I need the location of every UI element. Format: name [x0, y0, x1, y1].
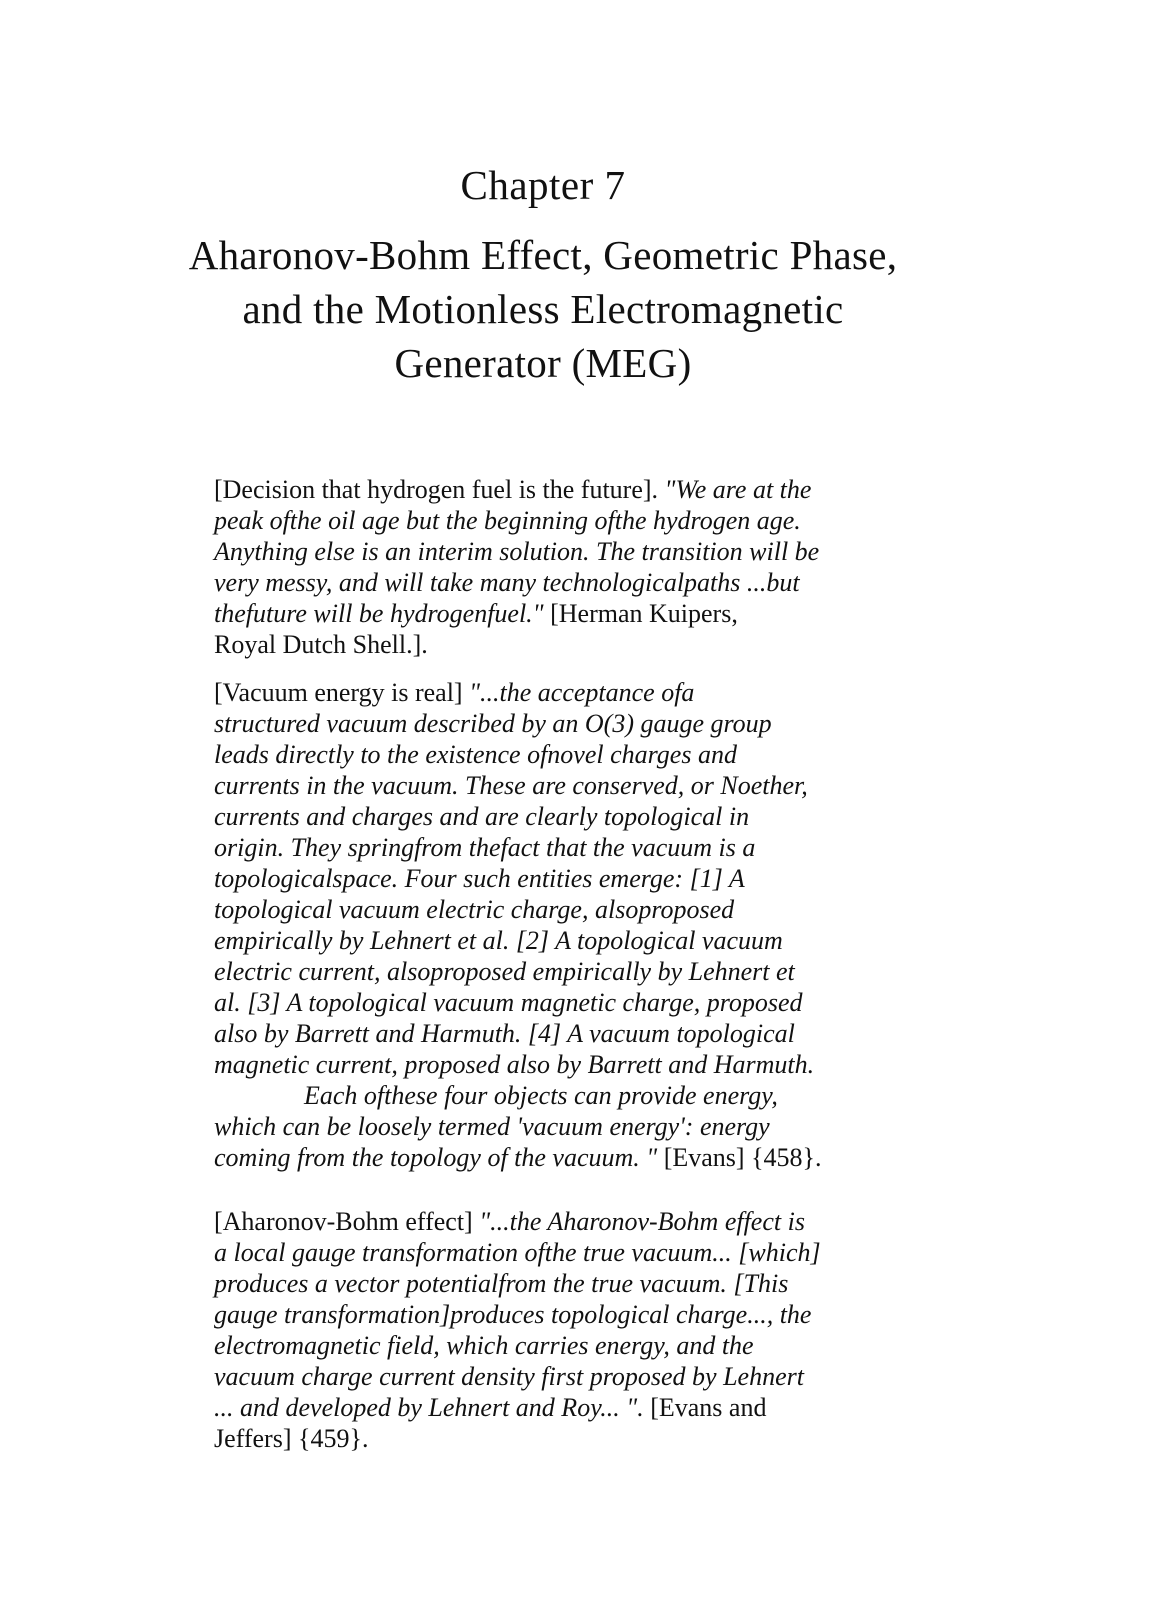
text-line — [214, 832, 874, 863]
citation-text: [Evans] {458}. — [657, 1143, 822, 1172]
quoted-text: gauge transformation]produces topological charge..., the — [214, 1300, 812, 1329]
quoted-text: origin. They springfrom thefact that the vacuum is a — [214, 833, 756, 862]
quoted-text: topological vacuum electric charge, alsoproposed — [214, 895, 735, 924]
quoted-text: thefuture will be hydrogenfuel." — [214, 599, 544, 628]
text-line — [214, 567, 874, 598]
quoted-text: which can be loosely termed 'vacuum energy': energy — [214, 1112, 770, 1141]
plain-text: [Vacuum energy is real] — [214, 678, 463, 707]
text-line — [214, 863, 874, 894]
quote-paragraph-hydrogen — [214, 474, 874, 660]
quoted-text: a local gauge transformation ofthe true vacuum... [which] — [214, 1238, 821, 1267]
quoted-text: "...the acceptance ofa — [462, 678, 695, 707]
quote-paragraph-aharonov-bohm — [214, 1206, 874, 1454]
quoted-text: very messy, and will take many technologicalpaths ...but — [214, 568, 800, 597]
text-line — [214, 925, 874, 956]
quoted-text: currents in the vacuum. These are conserved, or Noether, — [214, 771, 808, 800]
text-line — [214, 1237, 874, 1268]
quoted-text: topologicalspace. Four such entities emerge: [1] A — [214, 864, 745, 893]
chapter-label: Chapter 7 — [460, 162, 626, 208]
quoted-text: magnetic current, proposed also by Barrett and Harmuth. — [214, 1050, 815, 1079]
text-line — [214, 505, 874, 536]
quoted-text: electric current, alsoproposed empirically by Lehnert et — [214, 957, 795, 986]
text-line — [214, 474, 874, 505]
chapter-title-line: Generator (MEG) — [394, 340, 692, 386]
citation-text: [Herman Kuipers, — [543, 599, 738, 628]
text-line — [214, 629, 874, 660]
text-line — [214, 1268, 874, 1299]
quoted-text: electromagnetic field, which carries energy, and the — [214, 1331, 754, 1360]
text-line — [214, 956, 874, 987]
text-line — [214, 894, 874, 925]
text-line — [214, 708, 874, 739]
quoted-text: vacuum charge current density first proposed by Lehnert — [214, 1362, 804, 1391]
text-line — [214, 1330, 874, 1361]
text-line — [214, 1206, 874, 1237]
chapter-title — [0, 228, 1086, 390]
quoted-text: empirically by Lehnert et al. [2] A topological vacuum — [214, 926, 783, 955]
quoted-text: "...the Aharonov-Bohm effect is — [472, 1207, 805, 1236]
quoted-text: currents and charges and are clearly topological in — [214, 802, 750, 831]
quoted-text: also by Barrett and Harmuth. [4] A vacuum topological — [214, 1019, 795, 1048]
quoted-text: peak ofthe oil age but the beginning ofthe hydrogen age. — [214, 506, 801, 535]
quote-paragraph-vacuum-energy — [214, 677, 874, 1173]
text-line — [214, 677, 874, 708]
quoted-text: "We are at the — [658, 475, 812, 504]
text-line — [214, 987, 874, 1018]
plain-text: [Aharonov-Bohm effect] — [214, 1207, 473, 1236]
plain-text: Jeffers] {459}. — [214, 1424, 369, 1453]
citation-text: [Evans and — [643, 1393, 767, 1422]
quoted-text: Each ofthese four objects can provide energy, — [304, 1081, 778, 1110]
text-line — [214, 1018, 874, 1049]
text-line — [214, 770, 874, 801]
text-line — [214, 1080, 874, 1111]
chapter-title-line: and the Motionless Electromagnetic — [242, 286, 844, 332]
quoted-text: leads directly to the existence ofnovel charges and — [214, 740, 737, 769]
text-line — [214, 598, 874, 629]
quoted-text: coming from the topology of the vacuum. " — [214, 1143, 658, 1172]
plain-text: [Decision that hydrogen fuel is the future]. — [214, 475, 659, 504]
text-line — [214, 1299, 874, 1330]
text-line — [214, 1361, 874, 1392]
text-line — [214, 1049, 874, 1080]
text-line — [214, 739, 874, 770]
quoted-text: structured vacuum described by an O(3) gauge group — [214, 709, 772, 738]
plain-text: Royal Dutch Shell.]. — [214, 630, 428, 659]
text-line — [214, 1142, 874, 1173]
text-line — [214, 801, 874, 832]
text-line — [214, 1392, 874, 1423]
quoted-text: ... and developed by Lehnert and Roy... ". — [214, 1393, 644, 1422]
chapter-title-line: Aharonov-Bohm Effect, Geometric Phase, — [188, 232, 898, 278]
text-line — [214, 1111, 874, 1142]
text-line — [214, 536, 874, 567]
quoted-text: al. [3] A topological vacuum magnetic charge, proposed — [214, 988, 803, 1017]
text-line — [214, 1423, 874, 1454]
quoted-text: Anything else is an interim solution. The transition will be — [214, 537, 820, 566]
quoted-text: produces a vector potentialfrom the true vacuum. [This — [214, 1269, 789, 1298]
